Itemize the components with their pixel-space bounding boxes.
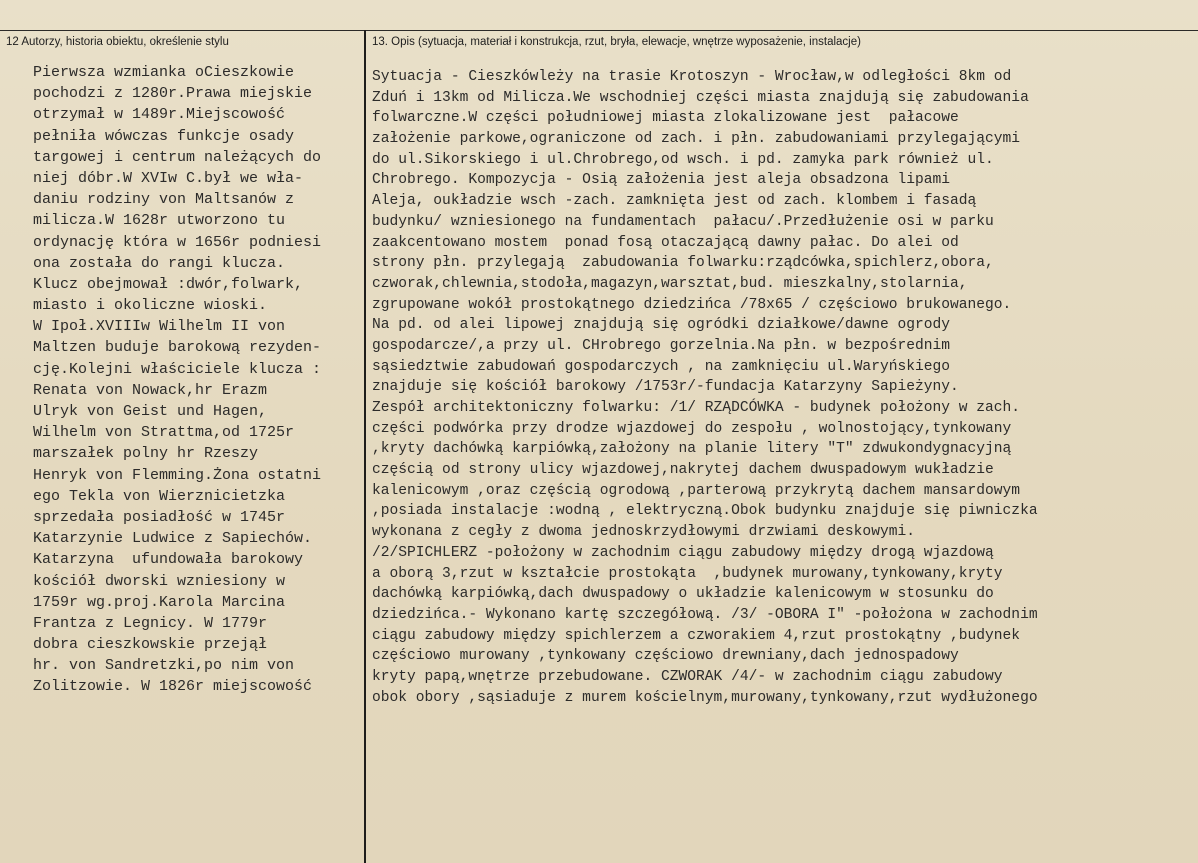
- text-line: dziedzińca.- Wykonano kartę szczegółową. /3/ -OBORA I" -położona w zachodnim: [372, 606, 1038, 623]
- section-13-header: 13. Opis (sytuacja, materiał i konstrukcja, rzut, bryła, elewacje, wnętrze wyposażenie, instalacje): [372, 36, 861, 48]
- text-line: Klucz obejmował :dwór,folwark,: [33, 275, 304, 293]
- text-line: ,kryty dachówką karpiówką,założony na planie litery "T" zdwukondygnacyjną: [372, 441, 1012, 458]
- text-line: Katarzynie Ludwice z Sapiechów.: [33, 530, 313, 548]
- text-line: pełniła wówczas funkcje osady: [33, 127, 295, 145]
- text-line: Frantza z Legnicy. W 1779r: [33, 614, 268, 632]
- text-line: cję.Kolejni właściciele klucza :: [33, 360, 322, 378]
- text-line: Katarzyna ufundowała barokowy: [33, 551, 304, 569]
- text-line: Henryk von Flemming.Żona ostatni: [33, 466, 322, 484]
- text-line: pochodzi z 1280r.Prawa miejskie: [33, 85, 313, 103]
- text-line: /2/SPICHLERZ -położony w zachodnim ciągu zabudowy między drogą wjazdową: [372, 544, 994, 561]
- text-line: założenie parkowe,ograniczone od zach. i płn. zabudowaniami przylegającymi: [372, 131, 1021, 148]
- text-line: daniu rodziny von Maltsanów z: [33, 191, 295, 209]
- text-line: do ul.Sikorskiego i ul.Chrobrego,od wsch. i pd. zamyka park również ul.: [372, 151, 994, 168]
- text-line: hr. von Sandretzki,po nim von: [33, 657, 295, 675]
- text-line: niej dóbr.W XVIw C.był we wła-: [33, 169, 304, 187]
- text-line: kalenicowym ,oraz częścią ogrodową ,parterową przykrytą dachem mansardowym: [372, 482, 1021, 499]
- text-line: Chrobrego. Kompozycja - Osią założenia jest aleja obsadzona lipami: [372, 172, 951, 189]
- text-line: Zolitzowie. W 1826r miejscowość: [33, 678, 313, 696]
- text-line: targowej i centrum należących do: [33, 148, 322, 166]
- text-line: W Ipoł.XVIIIw Wilhelm II von: [33, 318, 286, 336]
- text-line: zaakcentowano mostem ponad fosą otaczającą dawny pałac. Do alei od: [372, 234, 959, 251]
- text-line: otrzymał w 1489r.Miejscowość: [33, 106, 286, 124]
- text-line: gospodarcze/,a przy ul. CHrobrego gorzelnia.Na płn. w bezpośrednim: [372, 337, 951, 354]
- text-line: Zespół architektoniczny folwarku: /1/ RZĄDCÓWKA - budynek położony w zach.: [372, 400, 1021, 416]
- text-line: wykonana z cegły z dwoma jednoskrzydłowymi drzwiami deskowymi.: [372, 524, 915, 541]
- text-line: Pierwsza wzmianka oCieszkowie: [33, 64, 295, 81]
- text-line: strony płn. przylegają zabudowania folwarku:rządcówka,spichlerz,obora,: [372, 255, 994, 272]
- text-line: sąsiedztwie zabudowań gospodarczych , na zamknięciu ul.Waryńskiego: [372, 358, 951, 375]
- text-line: zgrupowane wokół prostokątnego dziedzińca /78x65 / częściowo brukowanego.: [372, 296, 1012, 313]
- text-line: kościół dworski wzniesiony w: [33, 572, 286, 590]
- column-divider: [364, 30, 366, 863]
- text-line: budynku/ wzniesionego na fundamentach pałacu/.Przedłużenie osi w parku: [372, 213, 994, 230]
- text-line: Sytuacja - Cieszkówleży na trasie Krotoszyn - Wrocław,w odległości 8km od: [372, 69, 1012, 85]
- text-line: obok obory ,sąsiaduje z murem kościelnym,murowany,tynkowany,rzut wydłużonego: [372, 689, 1038, 706]
- text-line: 1759r wg.proj.Karola Marcina: [33, 593, 286, 611]
- text-line: sprzedała posiadłość w 1745r: [33, 508, 286, 526]
- text-line: Ulryk von Geist und Hagen,: [33, 403, 268, 420]
- text-line: częściowo murowany ,tynkowany częściowo drewniany,dach jednospadowy: [372, 648, 959, 665]
- text-line: Aleja, oukładzie wsch -zach. zamknięta jest od zach. klombem i fasadą: [372, 193, 977, 210]
- text-line: ordynację która w 1656r podniesi: [33, 233, 322, 251]
- text-line: części podwórka przy drodze wjazdowej do zespołu , wolnostojący,tynkowany: [372, 420, 1012, 437]
- text-line: kryty papą,wnętrze przebudowane. CZWORAK /4/- w zachodnim ciągu zabudowy: [372, 668, 1003, 685]
- text-line: Maltzen buduje barokową rezyden-: [33, 339, 322, 357]
- text-line: Wilhelm von Strattma,od 1725r: [33, 424, 295, 442]
- text-line: czworak,chlewnia,stodoła,magazyn,warsztat,bud. mieszkalny,stolarnia,: [372, 275, 968, 292]
- text-line: milicza.W 1628r utworzono tu: [33, 212, 286, 230]
- text-line: ,posiada instalacje :wodną , elektryczną.Obok budynku znajduje się piwniczka: [372, 503, 1038, 520]
- history-text-column: [33, 62, 321, 698]
- text-line: Na pd. od alei lipowej znajdują się ogródki działkowe/dawne ogrody: [372, 317, 951, 334]
- text-line: częścią od strony ulicy wjazdowej,nakrytej dachem dwuspadowym wukładzie: [372, 462, 994, 479]
- text-line: dobra cieszkowskie przejął: [33, 636, 268, 654]
- text-line: Zduń i 13km od Milicza.We wschodniej części miasta znajdują się zabudowania: [372, 89, 1029, 106]
- text-line: dachówką karpiówką,dach dwuspadowy o układzie kalenicowym w stosunku do: [372, 586, 994, 603]
- text-line: folwarczne.W części południowej miasta zlokalizowane jest pałacowe: [372, 110, 959, 127]
- text-line: Renata von Nowack,hr Erazm: [33, 381, 268, 399]
- description-text-column: [372, 67, 1038, 708]
- text-line: ona została do rangi klucza.: [33, 254, 286, 272]
- header-divider: [0, 30, 1198, 31]
- text-line: marszałek polny hr Rzeszy: [33, 445, 259, 463]
- text-line: ciągu zabudowy między spichlerzem a czworakiem 4,rzut prostokątny ,budynek: [372, 627, 1021, 644]
- text-line: a oborą 3,rzut w kształcie prostokąta ,budynek murowany,tynkowany,kryty: [372, 565, 1003, 582]
- section-12-header: 12 Autorzy, historia obiektu, określenie stylu: [6, 36, 229, 48]
- text-line: miasto i okoliczne wioski.: [33, 297, 268, 315]
- text-line: ego Tekla von Wierznicietzka: [33, 487, 286, 505]
- text-line: znajduje się kościół barokowy /1753r/-fundacja Katarzyny Sapieżyny.: [372, 379, 959, 396]
